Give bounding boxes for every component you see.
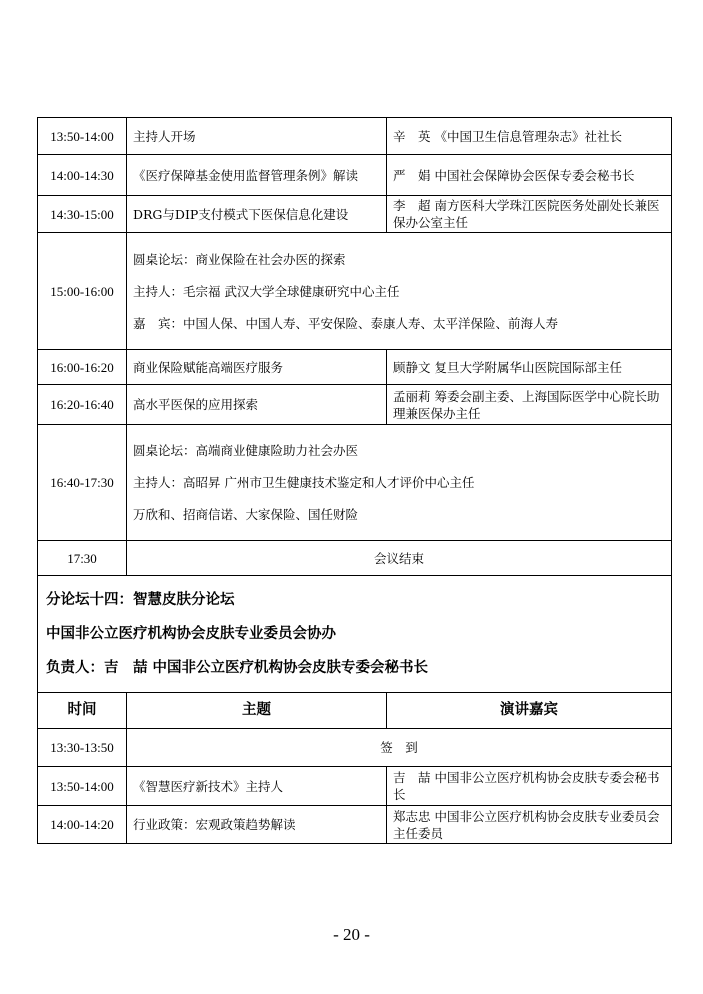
table-row xyxy=(38,196,672,233)
time-cell: 16:20-16:40 xyxy=(38,385,127,425)
time-cell: 16:40-17:30 xyxy=(38,425,127,541)
time-cell: 13:50-14:00 xyxy=(38,767,127,806)
section-lead: 负责人：吉 喆 中国非公立医疗机构协会皮肤专委会秘书长 xyxy=(46,659,429,676)
speaker-cell: 严 娟 中国社会保障协会医保专委会秘书长 xyxy=(387,155,672,196)
table-row xyxy=(38,806,672,844)
section-header xyxy=(38,576,672,693)
page-number: - 20 - xyxy=(333,925,370,944)
topic-cell: 高水平医保的应用探索 xyxy=(127,385,387,425)
topic-cell: 《医疗保障基金使用监督管理条例》解读 xyxy=(127,155,387,196)
speaker-cell: 孟丽莉 筹委会副主委、上海国际医学中心院长助理兼医保办主任 xyxy=(387,385,672,425)
roundtable-row xyxy=(38,425,672,541)
header-speaker: 演讲嘉宾 xyxy=(387,693,672,729)
header-time: 时间 xyxy=(38,693,127,729)
table-row xyxy=(38,767,672,806)
signin-text: 签 到 xyxy=(127,729,672,767)
roundtable-host: 主持人：毛宗福 武汉大学全球健康研究中心主任 xyxy=(133,283,400,299)
roundtable-cell xyxy=(127,233,672,350)
roundtable-cell xyxy=(127,425,672,541)
speaker-cell: 李 超 南方医科大学珠江医院医务处副处长兼医保办公室主任 xyxy=(387,196,672,233)
time-cell: 13:30-13:50 xyxy=(38,729,127,767)
time-cell: 16:00-16:20 xyxy=(38,350,127,385)
time-cell: 14:30-15:00 xyxy=(38,196,127,233)
table-row xyxy=(38,350,672,385)
time-cell: 14:00-14:20 xyxy=(38,806,127,844)
topic-cell: 行业政策：宏观政策趋势解读 xyxy=(127,806,387,844)
topic-cell: 《智慧医疗新技术》主持人 xyxy=(127,767,387,806)
roundtable-row xyxy=(38,233,672,350)
section-header-row xyxy=(38,576,672,693)
time-cell: 15:00-16:00 xyxy=(38,233,127,350)
table-row xyxy=(38,118,672,155)
closing-text: 会议结束 xyxy=(127,541,672,576)
time-cell: 13:50-14:00 xyxy=(38,118,127,155)
roundtable-guests: 万欣和、招商信诺、大家保险、国任财险 xyxy=(133,507,359,522)
time-cell: 14:00-14:30 xyxy=(38,155,127,196)
table-row xyxy=(38,385,672,425)
table-row xyxy=(38,155,672,196)
schedule-table xyxy=(37,117,672,844)
roundtable-title: 圆桌论坛：高端商业健康险助力社会办医 xyxy=(133,443,359,458)
section-title: 分论坛十四：智慧皮肤分论坛 xyxy=(46,591,235,608)
speaker-cell: 郑志忠 中国非公立医疗机构协会皮肤专业委员会主任委员 xyxy=(387,806,672,844)
section-organizer: 中国非公立医疗机构协会皮肤专业委员会协办 xyxy=(46,625,336,642)
column-header-row xyxy=(38,693,672,729)
closing-row xyxy=(38,541,672,576)
topic-cell: 主持人开场 xyxy=(127,118,387,155)
header-topic: 主题 xyxy=(127,693,387,729)
roundtable-host: 主持人：高昭昇 广州市卫生健康技术鉴定和人才评价中心主任 xyxy=(133,475,475,490)
roundtable-title: 圆桌论坛：商业保险在社会办医的探索 xyxy=(133,251,346,267)
signin-row xyxy=(38,729,672,767)
speaker-cell: 辛 英 《中国卫生信息管理杂志》社社长 xyxy=(387,118,672,155)
speaker-cell: 顾静文 复旦大学附属华山医院国际部主任 xyxy=(387,350,672,385)
speaker-cell: 吉 喆 中国非公立医疗机构协会皮肤专委会秘书长 xyxy=(387,767,672,806)
topic-cell: DRG与DIP支付模式下医保信息化建设 xyxy=(127,196,387,233)
time-cell: 17:30 xyxy=(38,541,127,576)
topic-cell: 商业保险赋能高端医疗服务 xyxy=(127,350,387,385)
roundtable-guests: 嘉 宾：中国人保、中国人寿、平安保险、泰康人寿、太平洋保险、前海人寿 xyxy=(133,315,559,331)
